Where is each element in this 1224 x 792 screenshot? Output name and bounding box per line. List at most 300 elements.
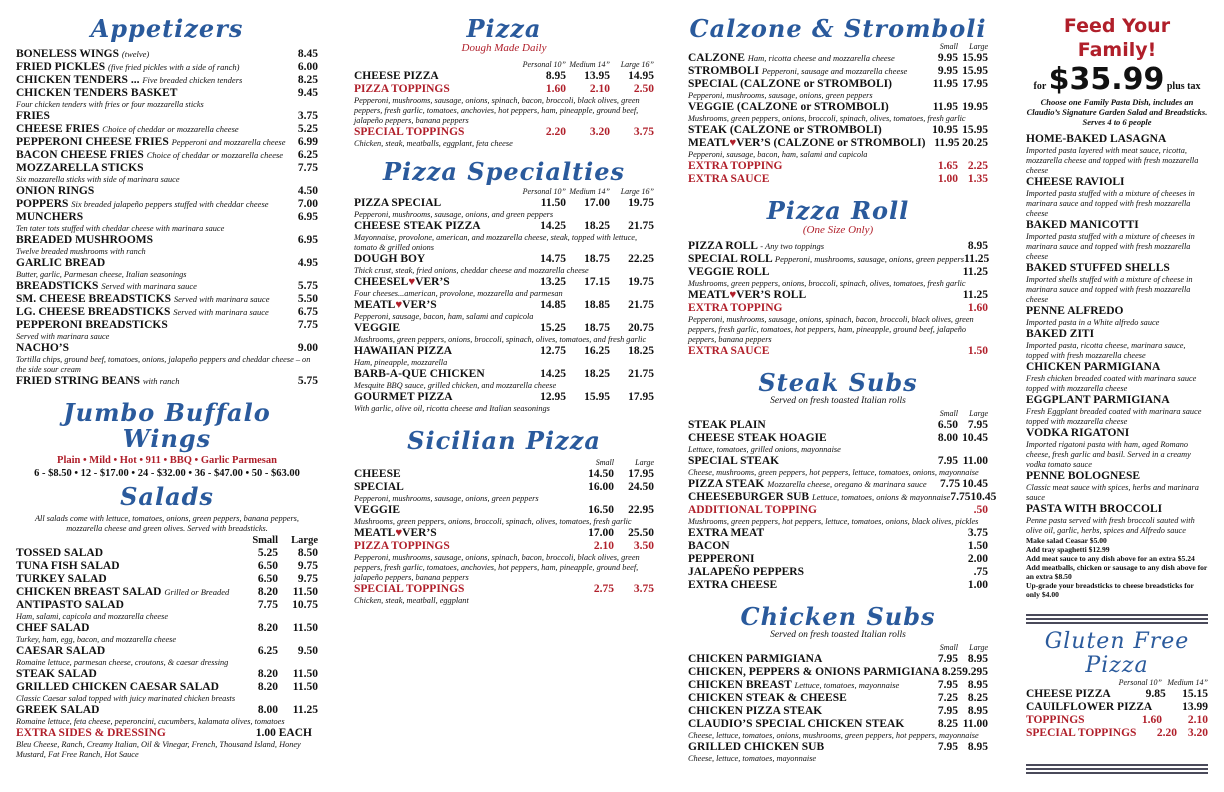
column-3	[688, 0, 997, 764]
menu-item-row	[354, 527, 654, 540]
menu-item-row	[354, 299, 654, 312]
menu-item-row	[354, 220, 654, 233]
item-price: 3.75	[967, 527, 988, 539]
item-name: POPPERS Six breaded jalapeño peppers stuffed with cheddar cheese	[16, 198, 269, 210]
appetizers-list	[16, 48, 318, 388]
item-name: PIZZA TOPPINGS	[354, 540, 450, 552]
menu-item-row	[16, 306, 318, 319]
item-price: 2.50	[633, 83, 654, 95]
item-price: 11.00	[962, 455, 988, 467]
item-price: 15.95	[962, 124, 988, 136]
item-price: 13.99	[1182, 701, 1208, 713]
family-item-desc: Fresh chicken breaded coated with marinara sauce topped with mozzarella cheese	[1026, 374, 1197, 393]
item-price: 11.95	[934, 137, 960, 149]
item-name: NACHO’S	[16, 342, 70, 354]
menu-item-row	[688, 540, 988, 553]
item-price: 11.50	[292, 668, 318, 680]
item-price: 16.25	[584, 345, 610, 357]
item-price: 6.99	[297, 136, 318, 148]
menu-item-row	[16, 87, 318, 100]
family-for: for	[1033, 81, 1047, 92]
pizza-h1: Personal 10”	[522, 60, 566, 69]
item-desc: Mesquite BBQ sauce, grilled chicken, and mozzarella cheese	[354, 381, 557, 390]
item-price: 2.10	[1187, 714, 1208, 726]
gluten-bottom-stripes	[1026, 764, 1208, 776]
item-price: 21.75	[628, 368, 654, 380]
item-desc: Pepperoni, sausage, bacon, ham, salami and capicola	[354, 312, 534, 321]
item-price: 3.20	[589, 126, 610, 138]
item-price: 7.25	[937, 692, 958, 704]
sicilian-h1: Small	[595, 458, 614, 467]
item-price: 1.60	[545, 83, 566, 95]
item-price: 3.50	[633, 540, 654, 552]
item-name: CHICKEN, PEPPERS & ONIONS PARMIGIANA	[688, 666, 940, 678]
item-price: 19.75	[628, 197, 654, 209]
menu-item-row	[354, 540, 654, 553]
menu-item-row	[688, 124, 988, 137]
item-price: 13.95	[584, 70, 610, 82]
item-note: Mozzarella cheese, oregano & marinara sauce	[767, 479, 927, 489]
menu-item-row	[16, 704, 318, 717]
menu-item-row	[16, 573, 318, 586]
family-extra-note: Add meatballs, chicken or sausage to any dish above for an extra $8.50	[1026, 563, 1208, 581]
specialties-h1: Personal 10”	[522, 187, 566, 196]
item-price: 14.85	[540, 299, 566, 311]
menu-item-row	[688, 666, 988, 679]
item-price: 6.50	[937, 419, 958, 431]
item-price: 9.50	[297, 645, 318, 657]
item-price: 10.45	[970, 491, 997, 503]
item-price: 8.20	[257, 586, 278, 598]
item-price: 8.25	[937, 718, 958, 730]
item-name: BACON	[688, 540, 730, 552]
salads-intro: All salads come with lettuce, tomatoes, onions, green peppers, banana peppers, mozzarella cheese and green olives. Served with breadsticks.	[34, 514, 299, 533]
item-name: VEGGIE	[354, 504, 401, 516]
menu-item-row	[16, 375, 318, 388]
menu-item-row	[688, 718, 988, 731]
item-price: 1.35	[967, 173, 988, 185]
item-price: 1.60	[967, 302, 988, 314]
item-name: SPECIAL ROLL Pepperoni, mushrooms, sausage, onions, green peppers	[688, 253, 965, 265]
item-price: 14.25	[540, 220, 566, 232]
menu-item-row	[16, 280, 318, 293]
salads-header	[16, 534, 318, 547]
item-note: Served with marinara sauce	[173, 307, 269, 317]
item-note: with ranch	[142, 376, 180, 386]
menu-item-row	[688, 527, 988, 540]
family-extras	[1026, 536, 1208, 599]
appetizers-title: Appetizers	[90, 14, 244, 43]
item-price: 14.50	[588, 468, 614, 480]
item-price: 11.25	[962, 266, 988, 278]
item-name: SPECIAL STEAK	[688, 455, 780, 467]
item-desc: Mushrooms, green peppers, onions, broccoli, spinach, olives, tomatoes, fresh garlic	[354, 517, 632, 526]
sicilian-list	[354, 468, 654, 606]
menu-item-row	[688, 455, 988, 468]
item-name: CHICKEN BREAST Lettuce, tomatoes, mayonnaise	[688, 679, 900, 691]
menu-item-row	[354, 583, 654, 596]
menu-item-row	[1026, 714, 1208, 727]
menu-item-row	[688, 253, 988, 266]
item-name: ONION RINGS	[16, 185, 95, 197]
item-desc: Cheese, lettuce, tomatoes, mayonnaise	[688, 754, 817, 763]
item-price: 9.95	[937, 52, 958, 64]
item-name: BARB-A-QUE CHICKEN	[354, 368, 485, 380]
item-name: TOPPINGS	[1026, 714, 1085, 726]
chicken-list	[688, 653, 988, 764]
specialties-title: Pizza Specialties	[382, 157, 626, 186]
menu-item-row	[1026, 727, 1208, 740]
family-item-name: BAKED MANICOTTI	[1026, 219, 1139, 231]
heart-icon: ♥	[395, 527, 403, 539]
gluten-header	[1026, 678, 1208, 688]
item-price: 18.25	[584, 220, 610, 232]
item-name: PIZZA ROLL - Any two toppings	[688, 240, 825, 252]
menu-item-row	[688, 240, 988, 253]
item-name: CHICKEN PIZZA STEAK	[688, 705, 823, 717]
family-item-name: HOME-BAKED LASAGNA	[1026, 133, 1167, 145]
salads-extra-name: EXTRA SIDES & DRESSING	[16, 727, 166, 739]
item-name: EXTRA TOPPING	[688, 160, 783, 172]
item-name: SPECIAL (CALZONE or STROMBOLI)	[688, 78, 892, 90]
item-name: PIZZA SPECIAL	[354, 197, 442, 209]
item-name: EXTRA TOPPING	[688, 302, 783, 314]
item-name: GREEK SALAD	[16, 704, 100, 716]
item-name: STEAK PLAIN	[688, 419, 766, 431]
item-desc: Mushrooms, green peppers, hot peppers, lettuce, tomatoes, onions, black olives, pickles	[688, 517, 979, 526]
item-name: MEATL♥VER’S	[354, 299, 437, 311]
item-note: Pepperoni, sausage and mozzarella cheese	[761, 66, 908, 76]
menu-item-row	[16, 668, 318, 681]
item-desc: Pepperoni, mushrooms, sausage, onions, spinach, bacon, broccoli, black olives, green peppers, fresh garlic, tomatoes, anchovies, hot peppers, ham, pineapple, ground beef, jalapeño peppers, banana peppers	[354, 553, 640, 582]
calzone-h2: Large	[969, 42, 988, 51]
menu-item-row	[688, 173, 988, 186]
item-name: CHEF SALAD	[16, 622, 90, 634]
item-price: 17.95	[628, 468, 654, 480]
item-price: 6.50	[257, 573, 278, 585]
calzone-header	[688, 42, 988, 52]
item-desc: Ham, pineapple, mozzarella	[354, 358, 448, 367]
item-price: 7.75	[257, 599, 278, 611]
item-name: CHEESE PIZZA	[1026, 688, 1111, 700]
item-name: VEGGIE (CALZONE or STROMBOLI)	[688, 101, 889, 113]
item-name: ADDITIONAL TOPPING	[688, 504, 817, 516]
item-desc: Mushrooms, green peppers, onions, broccoli, spinach, olives, tomatoes, and fresh garlic	[354, 335, 647, 344]
item-desc: Thick crust, steak, fried onions, cheddar cheese and mozzarella cheese	[354, 266, 589, 275]
gluten-title-1: Gluten Free	[1044, 629, 1190, 654]
item-price: 5.75	[297, 375, 318, 387]
item-desc: Mushrooms, green peppers, onions, broccoli, spinach, olives, tomatoes, fresh garlic	[688, 114, 966, 123]
column-4	[1026, 0, 1208, 599]
family-item-desc: Imported pasta in a White alfredo sauce	[1026, 318, 1160, 327]
item-name: LG. CHEESE BREADSTICKS Served with marinara sauce	[16, 306, 269, 318]
menu-item-row	[1026, 701, 1208, 714]
family-item-desc: Imported pasta, ricotta cheese, marinara sauce, topped with fresh mozzarella cheese	[1026, 341, 1186, 360]
menu-item-row	[354, 126, 654, 139]
steak-title: Steak Subs	[758, 368, 918, 397]
item-price: 18.75	[584, 322, 610, 334]
item-name: HAWAIIAN PIZZA	[354, 345, 453, 357]
menu-item-row	[16, 136, 318, 149]
item-price: 1.00	[937, 173, 958, 185]
salads-h-small: Small	[252, 535, 278, 546]
menu-item-row	[688, 504, 988, 517]
item-price: 19.95	[962, 101, 988, 113]
gluten-h2: Medium 14”	[1167, 678, 1208, 687]
family-item-name: CHEESE RAVIOLI	[1026, 176, 1125, 188]
item-price: 4.50	[297, 185, 318, 197]
menu-item-row	[688, 52, 988, 65]
family-price: $35.99	[1048, 62, 1165, 97]
item-price: 16.00	[588, 481, 614, 493]
item-price: 25.50	[628, 527, 654, 539]
menu-item-row	[688, 65, 988, 78]
family-price-line	[1026, 62, 1208, 97]
item-price: 7.95	[967, 419, 988, 431]
steak-subtitle: Served on fresh toasted Italian rolls	[770, 396, 906, 406]
family-item-desc: Imported pasta stuffed with a mixture of cheeses in marinara sauce and topped with fresh mozzarella cheese	[1026, 189, 1195, 218]
chicken-header	[688, 643, 988, 653]
pizza-header	[354, 60, 654, 70]
item-name: CHEESE STEAK HOAGIE	[688, 432, 827, 444]
specialties-h2: Medium 14”	[569, 187, 610, 196]
family-item-desc: Imported rigatoni pasta with ham, aged Romano cheese, fresh garlic and basil. Served in a creamy vodka tomato sauce	[1026, 440, 1191, 469]
family-plus-tax: plus tax	[1166, 81, 1201, 92]
family-item-name: BAKED STUFFED SHELLS	[1026, 262, 1170, 274]
item-name: MEATL♥VER’S (CALZONE or STROMBOLI)	[688, 137, 926, 149]
item-price: 24.50	[628, 481, 654, 493]
item-desc: Pepperoni, mushrooms, sausage, onions, spinach, bacon, broccoli, black olives, green peppers, fresh garlic, tomatoes, hot peppers, ham, pineapple, ground beef, jalapeño peppers, banana peppers	[688, 315, 974, 344]
item-price: 11.25	[962, 289, 988, 301]
specialties-header	[354, 187, 654, 197]
item-name: JALAPEÑO PEPPERS	[688, 566, 804, 578]
item-price: 5.25	[297, 123, 318, 135]
item-name: FRIED STRING BEANS with ranch	[16, 375, 180, 387]
gluten-section	[1026, 630, 1208, 740]
item-price: 2.75	[593, 583, 614, 595]
item-price: 8.95	[545, 70, 566, 82]
item-desc: Pepperoni, mushrooms, sausage, onions, green peppers	[688, 91, 873, 100]
item-desc: With garlic, olive oil, ricotta cheese and Italian seasonings	[354, 404, 550, 413]
item-price: 8.00	[937, 432, 958, 444]
item-price: 2.10	[589, 83, 610, 95]
pizza-h3: Large 16”	[620, 60, 654, 69]
family-item-desc: Classic meat sauce with spices, herbs and marinara sauce	[1026, 483, 1199, 502]
item-price: 2.20	[1156, 727, 1177, 739]
item-price: 1.50	[967, 345, 988, 357]
calzone-h1: Small	[939, 42, 958, 51]
menu-item-row	[1026, 688, 1208, 701]
item-desc: Classic Caesar salad topped with juicy marinated chicken breasts	[16, 694, 236, 703]
item-name: EXTRA SAUCE	[688, 345, 770, 357]
item-desc: Lettuce, tomatoes, grilled onions, mayonnaise	[688, 445, 841, 454]
item-price: 20.75	[628, 322, 654, 334]
sicilian-h2: Large	[635, 458, 654, 467]
item-price: 8.20	[257, 681, 278, 693]
heart-icon: ♥	[408, 276, 416, 288]
item-price: 15.25	[540, 322, 566, 334]
item-price: 1.60	[1141, 714, 1162, 726]
item-name: CHICKEN STEAK & CHEESE	[688, 692, 847, 704]
item-desc: Romaine lettuce, parmesan cheese, croutons, & caesar dressing	[16, 658, 229, 667]
item-price: 2.25	[967, 160, 988, 172]
menu-item-row	[688, 692, 988, 705]
family-item-name: PENNE BOLOGNESE	[1026, 470, 1141, 482]
salads-extra-price: 1.00 EACH	[255, 727, 312, 739]
item-desc: Chicken, steak, meatballs, eggplant, feta cheese	[354, 139, 513, 148]
item-price: 12.75	[540, 345, 566, 357]
chicken-h1: Small	[939, 643, 958, 652]
salads-extra-desc: Bleu Cheese, Ranch, Creamy Italian, Oil & Vinegar, French, Thousand Island, Honey Mustard, Fat Free Ranch, Hot Sauce	[16, 740, 301, 759]
menu-item-row	[16, 319, 318, 332]
item-price: .75	[973, 566, 988, 578]
steak-h1: Small	[939, 409, 958, 418]
item-name: TOSSED SALAD	[16, 547, 104, 559]
item-price: 15.95	[962, 65, 988, 77]
calzone-title: Calzone & Stromboli	[689, 14, 987, 43]
item-price: 1.50	[967, 540, 988, 552]
item-name: EXTRA MEAT	[688, 527, 765, 539]
item-price: 9.00	[297, 342, 318, 354]
salads-list	[16, 547, 318, 727]
item-name: CHEESE FRIES Choice of cheddar or mozzarella cheese	[16, 123, 239, 135]
item-price: 6.75	[297, 306, 318, 318]
item-name: VEGGIE	[354, 322, 401, 334]
family-item-name: BAKED ZITI	[1026, 328, 1095, 340]
item-note: (five fried pickles with a side of ranch)	[108, 62, 240, 72]
item-name: CHEESEL♥VER’S	[354, 276, 450, 288]
menu-item-row	[16, 162, 318, 175]
family-extra-note: Add tray spaghetti $12.99	[1026, 545, 1110, 554]
item-price: 22.25	[628, 253, 654, 265]
item-desc: Butter, garlic, Parmesan cheese, Italian seasonings	[16, 270, 187, 279]
item-name: MOZZARELLA STICKS	[16, 162, 144, 174]
menu-item-row	[16, 198, 318, 211]
item-name: MEATL♥VER’S ROLL	[688, 289, 807, 301]
item-note: Pepperoni, mushrooms, sausage, onions, green peppers	[774, 254, 965, 264]
pizza-title: Pizza	[466, 14, 542, 43]
item-name: BACON CHEESE FRIES Choice of cheddar or mozzarella cheese	[16, 149, 284, 161]
item-desc: Six mozzarella sticks with side of marinara sauce	[16, 175, 180, 184]
item-price: 7.75	[950, 491, 971, 503]
roll-title: Pizza Roll	[766, 196, 910, 225]
item-price: 8.25	[942, 666, 963, 678]
item-name: CHICKEN BREAST SALAD Grilled or Breaded	[16, 586, 230, 598]
item-name: PEPPERONI CHEESE FRIES Pepperoni and mozzarella cheese	[16, 136, 286, 148]
item-name: TURKEY SALAD	[16, 573, 107, 585]
menu-item-row	[354, 481, 654, 494]
item-price: 12.95	[540, 391, 566, 403]
item-note: - Any two toppings	[760, 241, 825, 251]
family-list	[1026, 133, 1208, 536]
item-price: 1.65	[937, 160, 958, 172]
menu-item-row	[16, 123, 318, 136]
item-desc: Served with marinara sauce	[16, 332, 110, 341]
item-price: 11.00	[962, 718, 988, 730]
item-name: MUNCHERS	[16, 211, 84, 223]
menu-item-row	[16, 293, 318, 306]
item-price: 17.95	[962, 78, 988, 90]
menu-item-row	[688, 478, 988, 491]
column-2	[354, 0, 654, 606]
item-desc: Pepperoni, mushrooms, sausage, onions, and green peppers	[354, 210, 554, 219]
item-desc: Pepperoni, sausage, bacon, ham, salami and capicola	[688, 150, 868, 159]
roll-subtitle: (One Size Only)	[802, 224, 874, 236]
item-price: 17.00	[588, 527, 614, 539]
item-price: 5.25	[257, 547, 278, 559]
menu-item-row	[354, 504, 654, 517]
item-name: TUNA FISH SALAD	[16, 560, 120, 572]
item-price: 11.25	[964, 253, 990, 265]
menu-item-row	[16, 61, 318, 74]
item-price: 15.15	[1182, 688, 1208, 700]
item-price: 8.45	[297, 48, 318, 60]
item-price: 17.00	[584, 197, 610, 209]
item-price: 7.95	[937, 455, 958, 467]
item-desc: Ham, salami, capicola and mozzarella cheese	[16, 612, 169, 621]
item-price: 7.95	[937, 679, 958, 691]
item-name: CHICKEN PARMIGIANA	[688, 653, 823, 665]
item-price: 7.95	[937, 741, 958, 753]
item-desc: Mayonnaise, provolone, american, and mozzarella cheese, steak, topped with lettuce, tomato & grilled onions	[354, 233, 638, 252]
item-desc: Four cheeses...american, provolone, mozzarella and parmesan	[354, 289, 563, 298]
steak-list	[688, 419, 997, 592]
item-price: 15.95	[962, 52, 988, 64]
item-name: CLAUDIO’S SPECIAL CHICKEN STEAK	[688, 718, 905, 730]
item-price: 2.00	[967, 553, 988, 565]
menu-item-row	[16, 234, 318, 247]
menu-item-row	[688, 101, 988, 114]
item-price: 3.75	[633, 583, 654, 595]
family-extra-note: Up-grade your breadsticks to cheese breadsticks for only $4.00	[1026, 581, 1194, 599]
item-price: 6.50	[257, 560, 278, 572]
item-name: EXTRA CHEESE	[688, 579, 778, 591]
item-price: 7.95	[937, 653, 958, 665]
item-price: 10.95	[932, 124, 958, 136]
menu-item-row	[16, 211, 318, 224]
menu-item-row	[688, 566, 988, 579]
item-name: CHEESEBURGER SUB Lettuce, tomatoes, onions & mayonnaise	[688, 491, 951, 503]
item-price: 18.25	[584, 368, 610, 380]
item-price: 7.00	[297, 198, 318, 210]
menu-item-row	[688, 741, 988, 754]
item-price: 9.85	[1145, 688, 1166, 700]
item-name: PIZZA STEAK Mozzarella cheese, oregano & marinara sauce	[688, 478, 927, 490]
item-price: 7.75	[297, 162, 318, 174]
item-desc: Pepperoni, mushrooms, sausage, onions, green peppers	[354, 494, 539, 503]
family-item-desc: Imported shells stuffed with a mixture of cheese in marinara sauce and topped with fresh mozzarella cheese	[1026, 275, 1193, 304]
item-name: VEGGIE ROLL	[688, 266, 770, 278]
gluten-h1: Personal 10”	[1118, 678, 1162, 687]
item-name: SPECIAL TOPPINGS	[354, 583, 465, 595]
item-name: CHEESE STEAK PIZZA	[354, 220, 481, 232]
item-price: 6.95	[297, 211, 318, 223]
menu-item-row	[16, 257, 318, 270]
item-name: FRIES	[16, 110, 50, 122]
item-price: 11.95	[932, 78, 958, 90]
item-name: BREADED MUSHROOMS	[16, 234, 154, 246]
menu-item-row	[16, 110, 318, 123]
menu-item-row	[688, 160, 988, 173]
gluten-list	[1026, 688, 1208, 740]
item-price: 8.50	[297, 547, 318, 559]
menu-item-row	[688, 137, 988, 150]
salads-extra-row	[16, 727, 318, 740]
item-name: FRIED PICKLES (five fried pickles with a side of ranch)	[16, 61, 240, 73]
item-desc: Tortilla chips, ground beef, tomatoes, onions, jalapeño peppers and cheddar cheese – on the side sour cream	[16, 355, 311, 374]
item-note: Choice of cheddar or mozzarella cheese	[146, 150, 284, 160]
item-note: (twelve)	[121, 49, 150, 59]
